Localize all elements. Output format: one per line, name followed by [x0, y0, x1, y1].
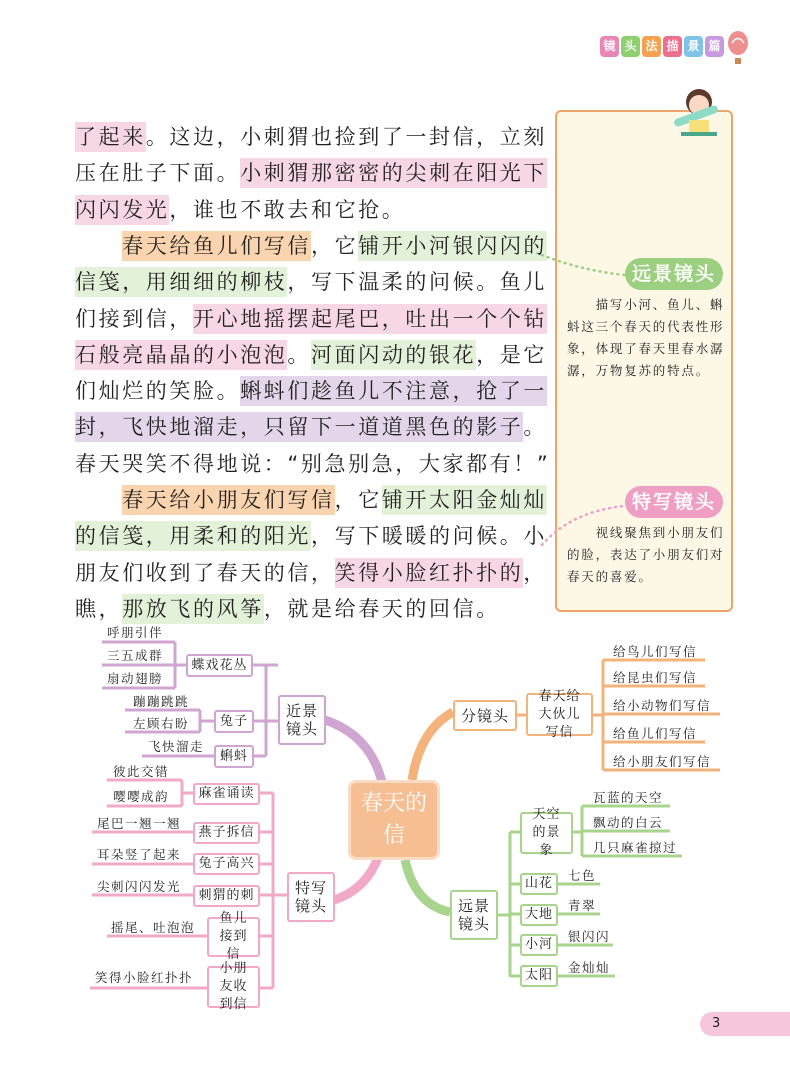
mindmap-leaf: 蹦蹦跳跳 [133, 694, 190, 709]
near-shot-node: 近景镜头 [278, 695, 326, 745]
mindmap-node: 燕子拆信 [193, 822, 260, 844]
highlighted-phrase: 信笺，用细细的柳枝 [75, 267, 287, 297]
far-shot-node: 远景镜头 [450, 890, 498, 940]
page-number: 3 [700, 1012, 790, 1036]
mindmap-center-node: 春天的信 [348, 780, 440, 860]
far-shot-note: 描写小河、鱼儿、蝌蚪这三个春天的代表性形象，体现了春天里春水潺潺，万物复苏的特点。 [567, 297, 725, 378]
highlighted-phrase: 开心地摇摆起尾巴，吐出一个个钻 [193, 304, 547, 334]
highlighted-phrase: 蝌蚪们趁鱼儿不注意，抢了一 [240, 376, 547, 406]
mindmap-leaf: 尾巴一翘一翘 [97, 816, 182, 831]
text-span: ， [523, 560, 548, 585]
mindmap-leaf: 给鸟儿们写信 [613, 644, 698, 659]
mindmap-node: 小朋友收到信 [207, 966, 260, 1008]
title-char: 头 [621, 36, 640, 57]
mindmap-leaf: 给鱼儿们写信 [613, 726, 698, 741]
highlighted-phrase: 笑得小脸红扑扑的 [335, 558, 524, 588]
close-up-label: 特写镜头 [625, 486, 723, 518]
mindmap-leaf: 金灿灿 [568, 960, 611, 975]
text-span: ，就是给春天的回信。 [263, 596, 500, 621]
split-shot-node: 分镜头 [453, 700, 517, 731]
mindmap-leaf: 彼此交错 [113, 764, 170, 779]
mindmap-node: 鱼儿接到信 [207, 917, 260, 957]
mindmap-leaf: 飞快溜走 [148, 739, 205, 754]
mindmap-node: 蝶戏花丛 [186, 654, 253, 677]
highlighted-phrase: 春天给鱼儿们写信 [122, 231, 311, 261]
mindmap-node: 春天给大伙儿写信 [526, 693, 593, 736]
mindmap-leaf: 呼朋引伴 [107, 625, 164, 640]
mindmap-leaf: 左顾右盼 [133, 716, 190, 731]
mindmap-node: 兔子高兴 [193, 853, 260, 875]
highlighted-phrase: 河面闪动的银花 [311, 340, 476, 370]
mindmap-node: 天空的景象 [520, 812, 573, 854]
far-shot-label: 远景镜头 [625, 258, 723, 290]
text-span: ，写下温柔的问候。鱼儿 [287, 270, 548, 295]
highlighted-phrase: 那放飞的风筝 [122, 594, 264, 624]
mindmap-leaf: 笑得小脸红扑扑 [95, 970, 194, 985]
text-span: 瞧， [75, 596, 123, 621]
mindmap-leaf: 给小动物们写信 [613, 698, 712, 713]
mindmap-leaf: 青翠 [568, 898, 597, 913]
title-char: 镜 [600, 36, 619, 57]
text-span: 朋友们收到了春天的信， [75, 560, 335, 585]
mindmap-leaf: 给小朋友们写信 [613, 754, 712, 769]
mindmap-leaf: 耳朵竖了起来 [97, 847, 182, 862]
highlighted-phrase: 了起来 [75, 122, 146, 152]
title-char: 景 [684, 36, 703, 57]
mindmap-leaf: 瓦蓝的天空 [593, 790, 664, 805]
mindmap-leaf: 几只麻雀掠过 [593, 840, 678, 855]
mindmap-leaf: 扇动翅膀 [107, 671, 164, 686]
mindmap-leaf: 飘动的白云 [593, 815, 664, 830]
mindmap-node: 太阳 [520, 965, 558, 987]
mindmap-node: 山花 [520, 873, 558, 895]
mindmap-node: 兔子 [214, 710, 254, 733]
text-span: ，写下暖暖的问候。小 [311, 524, 547, 549]
highlighted-phrase: 小刺猬那密密的尖刺在阳光下 [240, 158, 547, 188]
text-span: 们接到信， [75, 306, 193, 331]
mindmap-node: 刺猬的刺 [193, 885, 260, 907]
text-span: 春天哭笑不得地说：“别急别急，大家都有！” [75, 451, 551, 476]
title-char: 描 [663, 36, 682, 57]
mindmap-leaf: 尖刺闪闪发光 [97, 879, 182, 894]
text-span: ，是它 [476, 342, 548, 367]
mindmap-node: 小河 [520, 934, 558, 956]
text-span: ，谁也不敢去和它抢。 [169, 197, 406, 222]
text-span: 。这边，小刺猬也捡到了一封信，立刻 [145, 125, 548, 149]
title-char: 篇 [705, 36, 724, 57]
mindmap-leaf: 给昆虫们写信 [613, 670, 698, 685]
highlighted-phrase: 铺开小河银闪闪的 [358, 231, 547, 261]
highlighted-phrase: 封，飞快地溜走，只留下一道道黑色的影子 [75, 412, 523, 442]
mindmap-leaf: 嘤嘤成韵 [113, 789, 170, 804]
mindmap-leaf: 三五成群 [107, 648, 164, 663]
highlighted-phrase: 春天给小朋友们写信 [122, 485, 334, 515]
highlighted-phrase: 闪闪发光 [75, 195, 169, 225]
text-span: ，它 [311, 233, 359, 258]
mindmap-leaf: 摇尾、吐泡泡 [111, 920, 196, 935]
text-span: ，它 [334, 488, 382, 512]
text-span: 。 [523, 415, 548, 440]
mindmap-node: 麻雀诵读 [193, 783, 260, 805]
mindmap-node: 蝌蚪 [214, 745, 254, 768]
title-char: 法 [642, 36, 661, 57]
mindmap-leaf: 七色 [568, 868, 597, 883]
highlighted-phrase: 石般亮晶晶的小泡泡 [75, 340, 287, 370]
highlighted-phrase: 铺开太阳金灿灿 [382, 485, 547, 515]
text-span: 压在肚子下面。 [75, 161, 241, 186]
highlighted-phrase: 的信笺，用柔和的阳光 [75, 521, 311, 551]
text-span: 。 [287, 342, 312, 367]
mindmap-leaf: 银闪闪 [568, 929, 611, 944]
close-up-note: 视线聚焦到小朋友们的脸，表达了小朋友们对春天的喜爱。 [567, 525, 725, 584]
text-span: 们灿烂的笑脸。 [75, 379, 241, 404]
close-up-node: 特写镜头 [287, 872, 335, 922]
mindmap-node: 大地 [520, 904, 558, 926]
